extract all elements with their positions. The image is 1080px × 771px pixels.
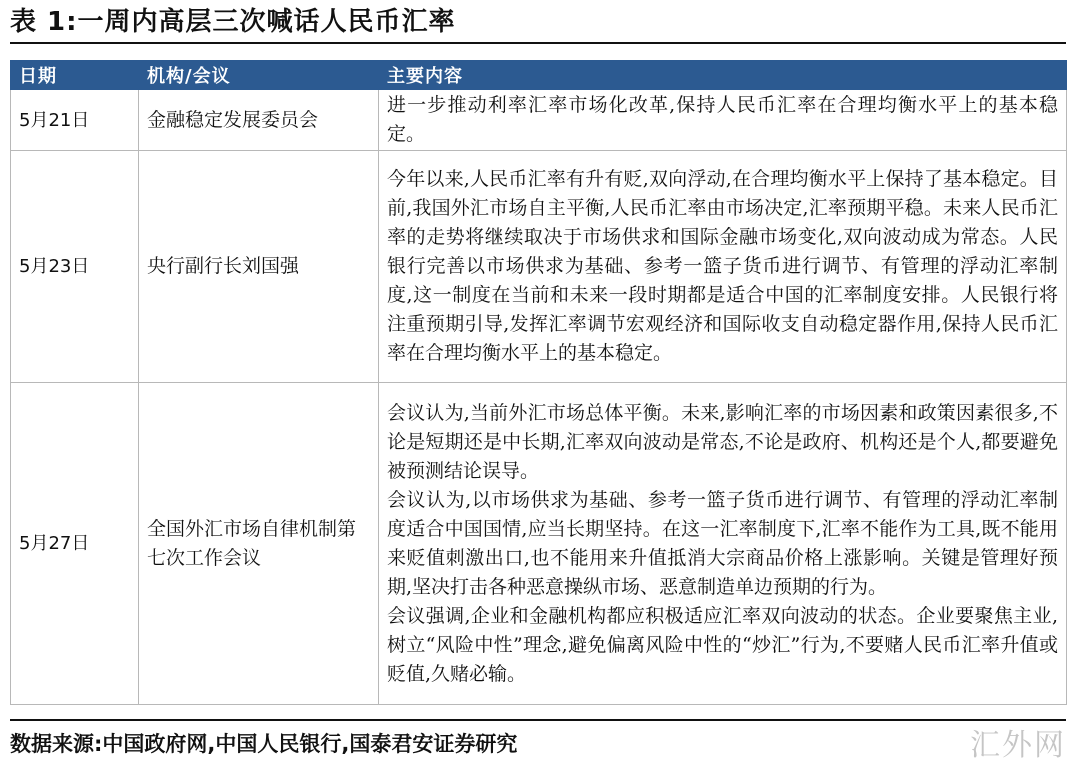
row-date: 5月27日 [11,383,139,705]
content-paragraph: 今年以来,人民币汇率有升有贬,双向浮动,在合理均衡水平上保持了基本稳定。目前,我国外汇市场自主平衡,人民币汇率由市场决定,汇率预期平稳。未来人民币汇率的走势将继续取决于市场供求和国际金融市场变化,双向波动成为常态。人民银行完善以市场供求为基础、参考一篮子货币进行调节、有管理的浮动汇率制度,这一制度在当前和未来一段时期都是适合中国的汇率制度安排。人民银行将注重预期引导,发挥汇率调节宏观经济和国际收支自动稳定器作用,保持人民币汇率在合理均衡水平上的基本稳定。 [387,168,1058,364]
content-paragraph: 会议强调,企业和金融机构都应积极适应汇率双向波动的状态。企业要聚焦主业,树立“风险中性”理念,避免偏离风险中性的“炒汇”行为,不要赌人民币汇率升值或贬值,久赌必输。 [387,604,1058,685]
table-row [11,383,1067,705]
source-note: 数据来源:中国政府网,中国人民银行,国泰君安证券研究 [10,732,518,756]
content-paragraph: 会议认为,以市场供求为基础、参考一篮子货币进行调节、有管理的浮动汇率制度适合中国国情,应当长期坚持。在这一汇率制度下,汇率不能作为工具,既不能用来贬值刺激出口,也不能用来升值抵消大宗商品价格上涨影响。关键是管理好预期,坚决打击各种恶意操纵市场、恶意制造单边预期的行为。 [387,488,1058,598]
header-content: 主要内容 [379,61,1067,90]
row-date: 5月21日 [11,90,139,151]
row-content [379,90,1067,151]
content-paragraph: 会议认为,当前外汇市场总体平衡。未来,影响汇率的市场因素和政策因素很多,不论是短期还是中长期,汇率双向波动是常态,不论是政府、机构还是个人,都要避免被预测结论误导。 [387,401,1058,482]
table-row [11,90,1067,151]
bottom-rule [10,719,1066,721]
table-title: 表 1:一周内高层三次喊话人民币汇率 [10,7,456,37]
header-org: 机构/会议 [139,61,379,90]
row-org: 央行副行长刘国强 [139,151,379,383]
row-content [379,151,1067,383]
row-org: 全国外汇市场自律机制第七次工作会议 [139,383,379,705]
table-header-row [11,61,1067,90]
table-row [11,151,1067,383]
row-date: 5月23日 [11,151,139,383]
content-paragraph: 进一步推动利率汇率市场化改革,保持人民币汇率在合理均衡水平上的基本稳定。 [387,94,1058,145]
statement-table [10,60,1067,705]
row-org: 金融稳定发展委员会 [139,90,379,151]
top-rule [10,42,1066,44]
watermark: 汇外网 [970,728,1066,763]
row-content [379,383,1067,705]
header-date: 日期 [11,61,139,90]
